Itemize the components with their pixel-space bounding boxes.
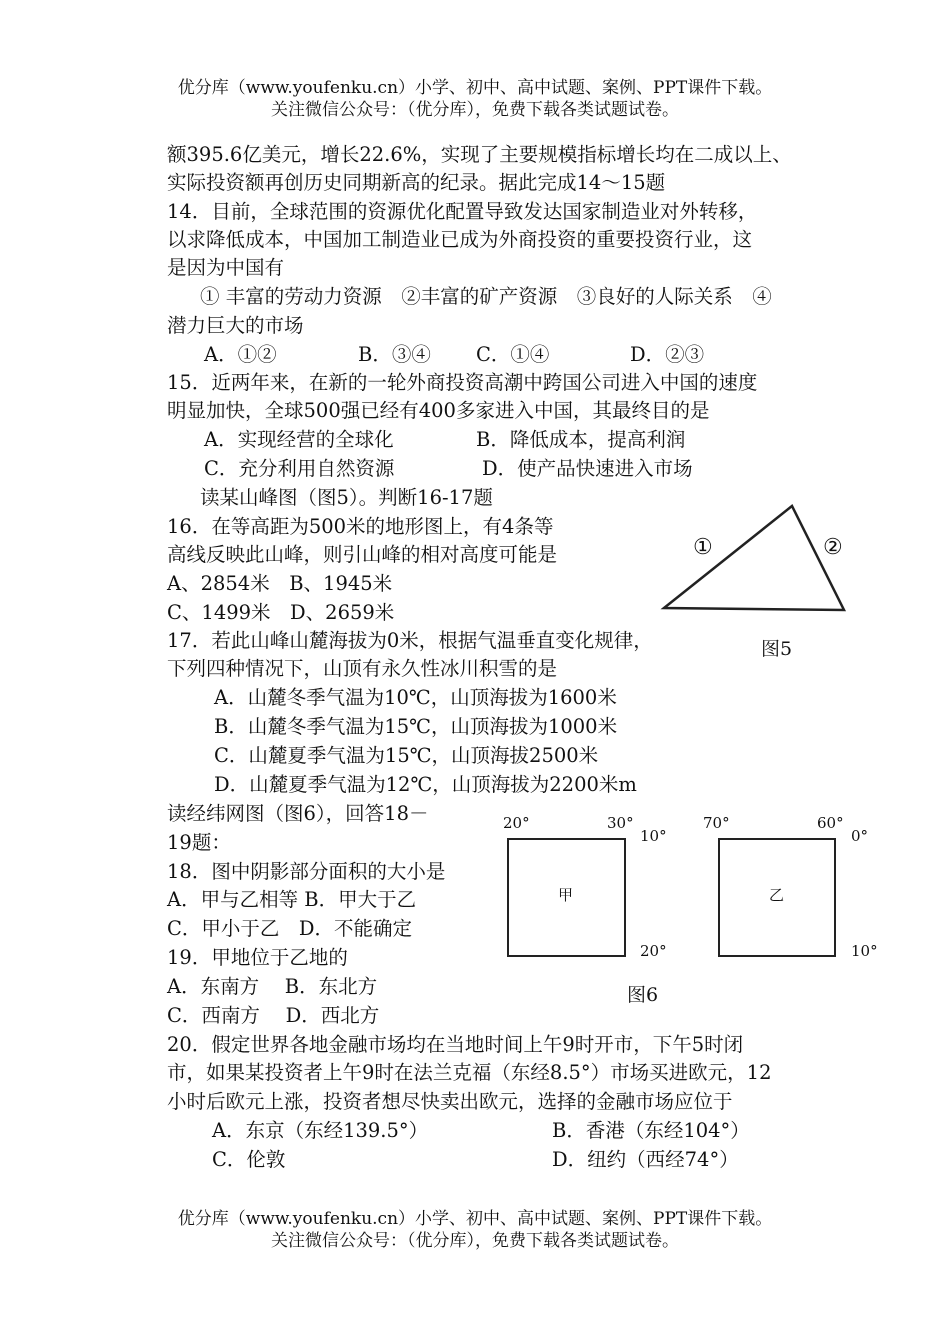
q15-stem-line-1: 15．近两年来，在新的一轮外商投资高潮中跨国公司进入中国的速度 (167, 371, 758, 394)
q15-option-a: A．实现经营的全球化 (204, 428, 394, 451)
q19-options-row-2: C．西南方 D．西北方 (167, 1004, 380, 1027)
mountain-triangle (664, 506, 844, 610)
q17-option-b: B．山麓冬季气温为15℃，山顶海拔为1000米 (214, 715, 618, 738)
footer-line-2: 关注微信公众号：（优分库），免费下载各类试题试卷。 (271, 1231, 679, 1251)
q17-option-c: C．山麓夏季气温为15℃，山顶海拔2500米 (214, 744, 599, 767)
q18-options-row-1: A．甲与乙相等 B．甲大于乙 (167, 888, 417, 911)
q20-option-c: C．伦敦 (212, 1148, 286, 1171)
fig5-label-right: ② (823, 535, 843, 560)
q14-option-a: A．①② (204, 343, 277, 366)
jia-lon-right: 30° (607, 814, 634, 832)
q18-options-row-2: C．甲小于乙 D．不能确定 (167, 917, 413, 940)
q14-stem-line-3: 是因为中国有 (167, 256, 285, 279)
q18-stem: 18．图中阴影部分面积的大小是 (167, 860, 446, 883)
q20-stem-line-2: 市，如果某投资者上午9时在法兰克福（东经8.5°）市场买进欧元，12 (167, 1061, 772, 1084)
q20-option-a: A．东京（东经139.5°） (212, 1119, 429, 1142)
yi-lat-top: 0° (851, 827, 869, 845)
q20-option-b: B．香港（东经104°） (552, 1119, 750, 1142)
jia-lat-bottom: 20° (640, 942, 667, 960)
q14-option-c: C．①④ (476, 343, 550, 366)
q14-items-line-1: ① 丰富的劳动力资源 ②丰富的矿产资源 ③良好的人际关系 ④ (200, 285, 772, 308)
yi-lon-left: 70° (703, 814, 730, 832)
fig5-caption: 图5 (761, 638, 793, 660)
q15-stem-line-2: 明显加快，全球500强已经有400多家进入中国，其最终目的是 (167, 399, 710, 422)
fig6-intro-line-1: 读经纬网图（图6），回答18－ (167, 802, 429, 825)
yi-label: 乙 (769, 886, 785, 904)
q16-stem-line-1: 16．在等高距为500米的地形图上，有4条等 (167, 515, 554, 538)
q15-option-b: B．降低成本，提高利润 (476, 428, 686, 451)
q14-option-b: B．③④ (358, 343, 431, 366)
jia-label: 甲 (558, 886, 574, 904)
q17-stem-line-1: 17．若此山峰山麓海拔为0米，根据气温垂直变化规律， (167, 629, 653, 652)
q20-stem-line-1: 20．假定世界各地金融市场均在当地时间上午9时开市，下午5时闭 (167, 1033, 744, 1056)
q20-stem-line-3: 小时后欧元上涨，投资者想尽快卖出欧元，选择的金融市场应位于 (167, 1090, 733, 1113)
fig5-intro: 读某山峰图（图5）。判断16-17题 (200, 486, 493, 509)
q17-option-a: A．山麓冬季气温为10℃，山顶海拔为1600米 (214, 686, 617, 709)
q16-options-row-1: A、2854米 B、1945米 (167, 572, 393, 595)
header-line-1: 优分库（www.youfenku.cn）小学、初中、高中试题、案例、PPT课件下载。 (177, 78, 773, 98)
header-line-2: 关注微信公众号：（优分库），免费下载各类试题试卷。 (271, 100, 679, 120)
yi-lon-right: 60° (817, 814, 844, 832)
q14-stem-line-1: 14．目前，全球范围的资源优化配置导致发达国家制造业对外转移， (167, 200, 758, 223)
fig6-intro-line-2: 19题： (167, 831, 231, 854)
jia-lon-left: 20° (503, 814, 530, 832)
q15-option-c: C．充分利用自然资源 (204, 457, 395, 480)
q14-items-line-2: 潜力巨大的市场 (167, 314, 304, 337)
q19-options-row-1: A．东南方 B．东北方 (167, 975, 378, 998)
q16-options-row-2: C、1499米 D、2659米 (167, 601, 395, 624)
q15-option-d: D．使产品快速进入市场 (482, 457, 693, 480)
q17-option-d: D．山麓夏季气温为12℃，山顶海拔为2200米m (214, 773, 637, 796)
q20-option-d: D．纽约（西经74°） (552, 1148, 739, 1171)
q16-stem-line-2: 高线反映此山峰，则引山峰的相对高度可能是 (167, 543, 558, 566)
q19-stem: 19．甲地位于乙地的 (167, 946, 348, 969)
fig6-caption: 图6 (627, 984, 659, 1006)
jia-lat-top: 10° (640, 827, 667, 845)
yi-lat-bottom: 10° (851, 942, 878, 960)
q14-stem-line-2: 以求降低成本，中国加工制造业已成为外商投资的重要投资行业，这 (167, 228, 753, 251)
fig5-label-left: ① (693, 535, 713, 560)
footer-line-1: 优分库（www.youfenku.cn）小学、初中、高中试题、案例、PPT课件下载。 (177, 1209, 773, 1229)
q14-option-d: D．②③ (630, 343, 705, 366)
intro-line-1: 额395.6亿美元，增长22.6%，实现了主要规模指标增长均在二成以上、 (167, 143, 792, 166)
intro-line-2: 实际投资额再创历史同期新高的纪录。据此完成14～15题 (167, 171, 666, 194)
q17-stem-line-2: 下列四种情况下，山顶有永久性冰川积雪的是 (167, 657, 558, 680)
